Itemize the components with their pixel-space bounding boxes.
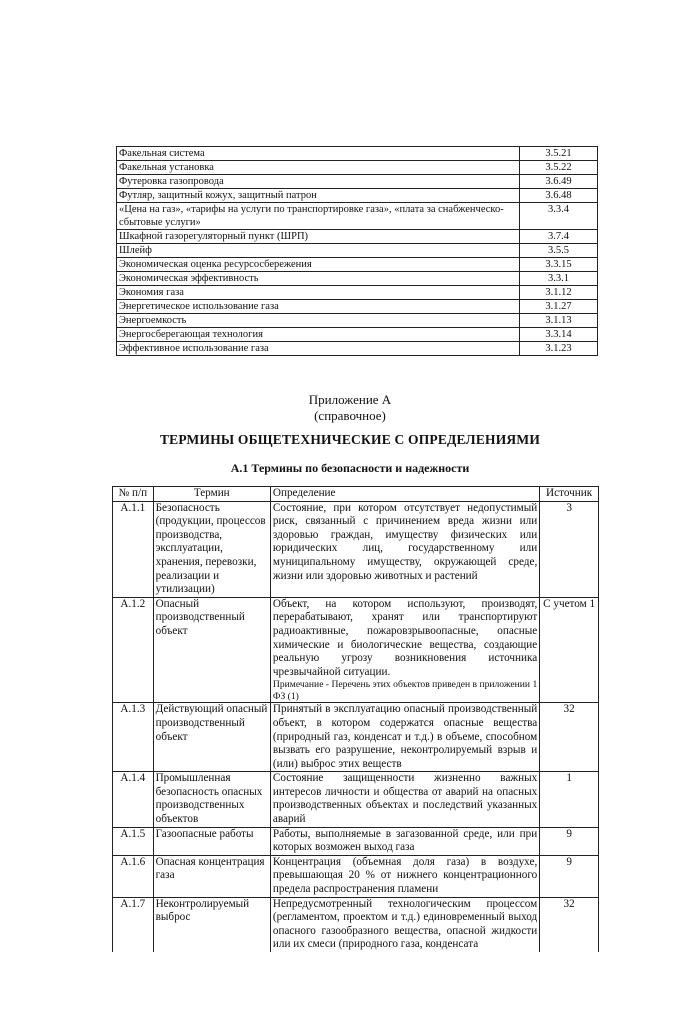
row-term: Неконтролируемый выброс <box>153 897 270 952</box>
index-ref: 3.1.27 <box>520 300 598 314</box>
index-row <box>117 147 598 161</box>
row-number: А.1.6 <box>113 855 154 897</box>
row-number: А.1.7 <box>113 897 154 952</box>
row-definition <box>270 827 539 855</box>
row-source: 32 <box>540 703 599 772</box>
index-row <box>117 189 598 203</box>
index-term: «Цена на газ», «тарифы на услуги по транспортировке газа», «плата за снабженческо-сбытовые услуги» <box>117 203 520 230</box>
row-source: 3 <box>540 501 599 597</box>
index-term: Энергосберегающая технология <box>117 328 520 342</box>
row-number: А.1.1 <box>113 501 154 597</box>
row-number: А.1.3 <box>113 703 154 772</box>
appendix-title: ТЕРМИНЫ ОБЩЕТЕХНИЧЕСКИЕ С ОПРЕДЕЛЕНИЯМИ <box>159 432 541 447</box>
index-ref: 3.6.49 <box>520 175 598 189</box>
appendix-kind: (справочное) <box>314 408 386 423</box>
index-ref: 3.7.4 <box>520 230 598 244</box>
index-ref: 3.3.15 <box>520 258 598 272</box>
row-definition <box>270 597 539 703</box>
row-term: Опасный производственный объект <box>153 597 270 703</box>
row-source: С учетом 1 <box>540 597 599 703</box>
row-term: Безопасность (продукции, процессов производства, эксплуатации, хранения, перевозки, реализации и утилизации) <box>153 501 270 597</box>
index-term: Энергоемкость <box>117 314 520 328</box>
definition-text: Работы, выполняемые в загазованной среде, или при которых возможен выход газа <box>272 827 538 854</box>
row-term: Промышленная безопасность опасных производственных объектов <box>153 772 270 827</box>
index-term: Футеровка газопровода <box>117 175 520 189</box>
header-term: Термин <box>153 487 270 502</box>
index-ref: 3.1.13 <box>520 314 598 328</box>
index-term: Факельная система <box>117 147 520 161</box>
index-row <box>117 244 598 258</box>
index-ref: 3.5.21 <box>520 147 598 161</box>
index-row <box>117 203 598 230</box>
index-ref: 3.1.12 <box>520 286 598 300</box>
row-term: Газоопасные работы <box>153 827 270 855</box>
index-term: Шкафной газорегуляторный пункт (ШРП) <box>117 230 520 244</box>
index-term: Энергетическое использование газа <box>117 300 520 314</box>
row-source: 32 <box>540 897 599 952</box>
definition-text: Концентрация (объемная доля газа) в воздухе, превышающая 20 % от нижнего концентрационного предела распространения пламени <box>272 855 538 896</box>
definitions-table <box>112 486 599 952</box>
index-term: Футляр, защитный кожух, защитный патрон <box>117 189 520 203</box>
index-ref: 3.3.1 <box>520 272 598 286</box>
row-number: А.1.2 <box>113 597 154 703</box>
index-row <box>117 286 598 300</box>
index-row <box>117 342 598 356</box>
row-number: А.1.4 <box>113 772 154 827</box>
index-ref: 3.3.14 <box>520 328 598 342</box>
index-row <box>117 175 598 189</box>
index-term: Экономическая оценка ресурсосбережения <box>117 258 520 272</box>
index-row <box>117 258 598 272</box>
index-ref: 3.1.23 <box>520 342 598 356</box>
definition-text: Принятый в эксплуатацию опасный производственный объект, в котором содержатся опасные вещества (природный газ, конденсат и т.д.) в объеме, способном вызвать его разрушение, неконтролируемый взрыв и (или) выброс этих веществ <box>272 703 538 770</box>
index-ref: 3.3.4 <box>520 203 598 230</box>
definition-row <box>113 703 599 772</box>
row-definition <box>270 772 539 827</box>
index-row <box>117 328 598 342</box>
index-row <box>117 314 598 328</box>
index-ref: 3.6.48 <box>520 189 598 203</box>
definition-row <box>113 827 599 855</box>
row-term: Опасная концентрация газа <box>153 855 270 897</box>
header-source: Источник <box>540 487 599 502</box>
definition-row <box>113 855 599 897</box>
index-table <box>116 146 598 356</box>
definition-text: Состояние, при котором отсутствует недопустимый риск, связанный с причинением вреда жизни или здоровью граждан, имуществу физических или юридических лиц, государственному или муниципальному имуществу, окружающей среде, жизни или здоровью животных и растений <box>272 501 538 582</box>
index-row <box>117 230 598 244</box>
index-term: Экономическая эффективность <box>117 272 520 286</box>
definition-text: Объект, на котором используют, производят, перерабатывают, хранят или транспортируют радиоактивные, пожаровзрывоопасные, опасные химические и биологические вещества, создающие реальную угрозу возникновения источника чрезвычайной ситуации. <box>272 597 538 678</box>
definitions-table-body <box>113 501 599 952</box>
definition-text: Состояние защищенности жизненно важных интересов личности и общества от аварий на опасных производственных объектах и последствий указанных аварий <box>272 772 538 826</box>
index-row <box>117 300 598 314</box>
row-definition <box>270 703 539 772</box>
row-source: 1 <box>540 772 599 827</box>
definition-text: Непредусмотренный технологическим процессом (регламентом, проектом и т.д.) единовременный выход опасного газообразного вещества, опасной жидкости или их смеси (природного газа, конденсата <box>272 897 538 951</box>
section-title: А.1 Термины по безопасности и надежности <box>230 461 470 475</box>
row-number: А.1.5 <box>113 827 154 855</box>
definition-row <box>113 501 599 597</box>
index-row <box>117 161 598 175</box>
definitions-header-row <box>113 487 599 502</box>
row-definition <box>270 897 539 952</box>
definition-note: Примечание - Перечень этих объектов приведен в приложении 1 ФЗ (1) <box>272 679 538 702</box>
definition-row <box>113 772 599 827</box>
appendix-heading <box>0 392 700 424</box>
index-term: Экономия газа <box>117 286 520 300</box>
appendix-label: Приложение А <box>308 392 392 407</box>
definition-row <box>113 597 599 703</box>
row-definition <box>270 501 539 597</box>
row-source: 9 <box>540 827 599 855</box>
row-source: 9 <box>540 855 599 897</box>
header-number: № п/п <box>113 487 154 502</box>
index-term: Эффективное использование газа <box>117 342 520 356</box>
index-term: Шлейф <box>117 244 520 258</box>
header-definition: Определение <box>270 487 539 502</box>
row-term: Действующий опасный производственный объект <box>153 703 270 772</box>
row-definition <box>270 855 539 897</box>
index-row <box>117 272 598 286</box>
index-term: Факельная установка <box>117 161 520 175</box>
index-ref: 3.5.22 <box>520 161 598 175</box>
definition-row <box>113 897 599 952</box>
index-ref: 3.5.5 <box>520 244 598 258</box>
index-table-body <box>117 147 598 356</box>
